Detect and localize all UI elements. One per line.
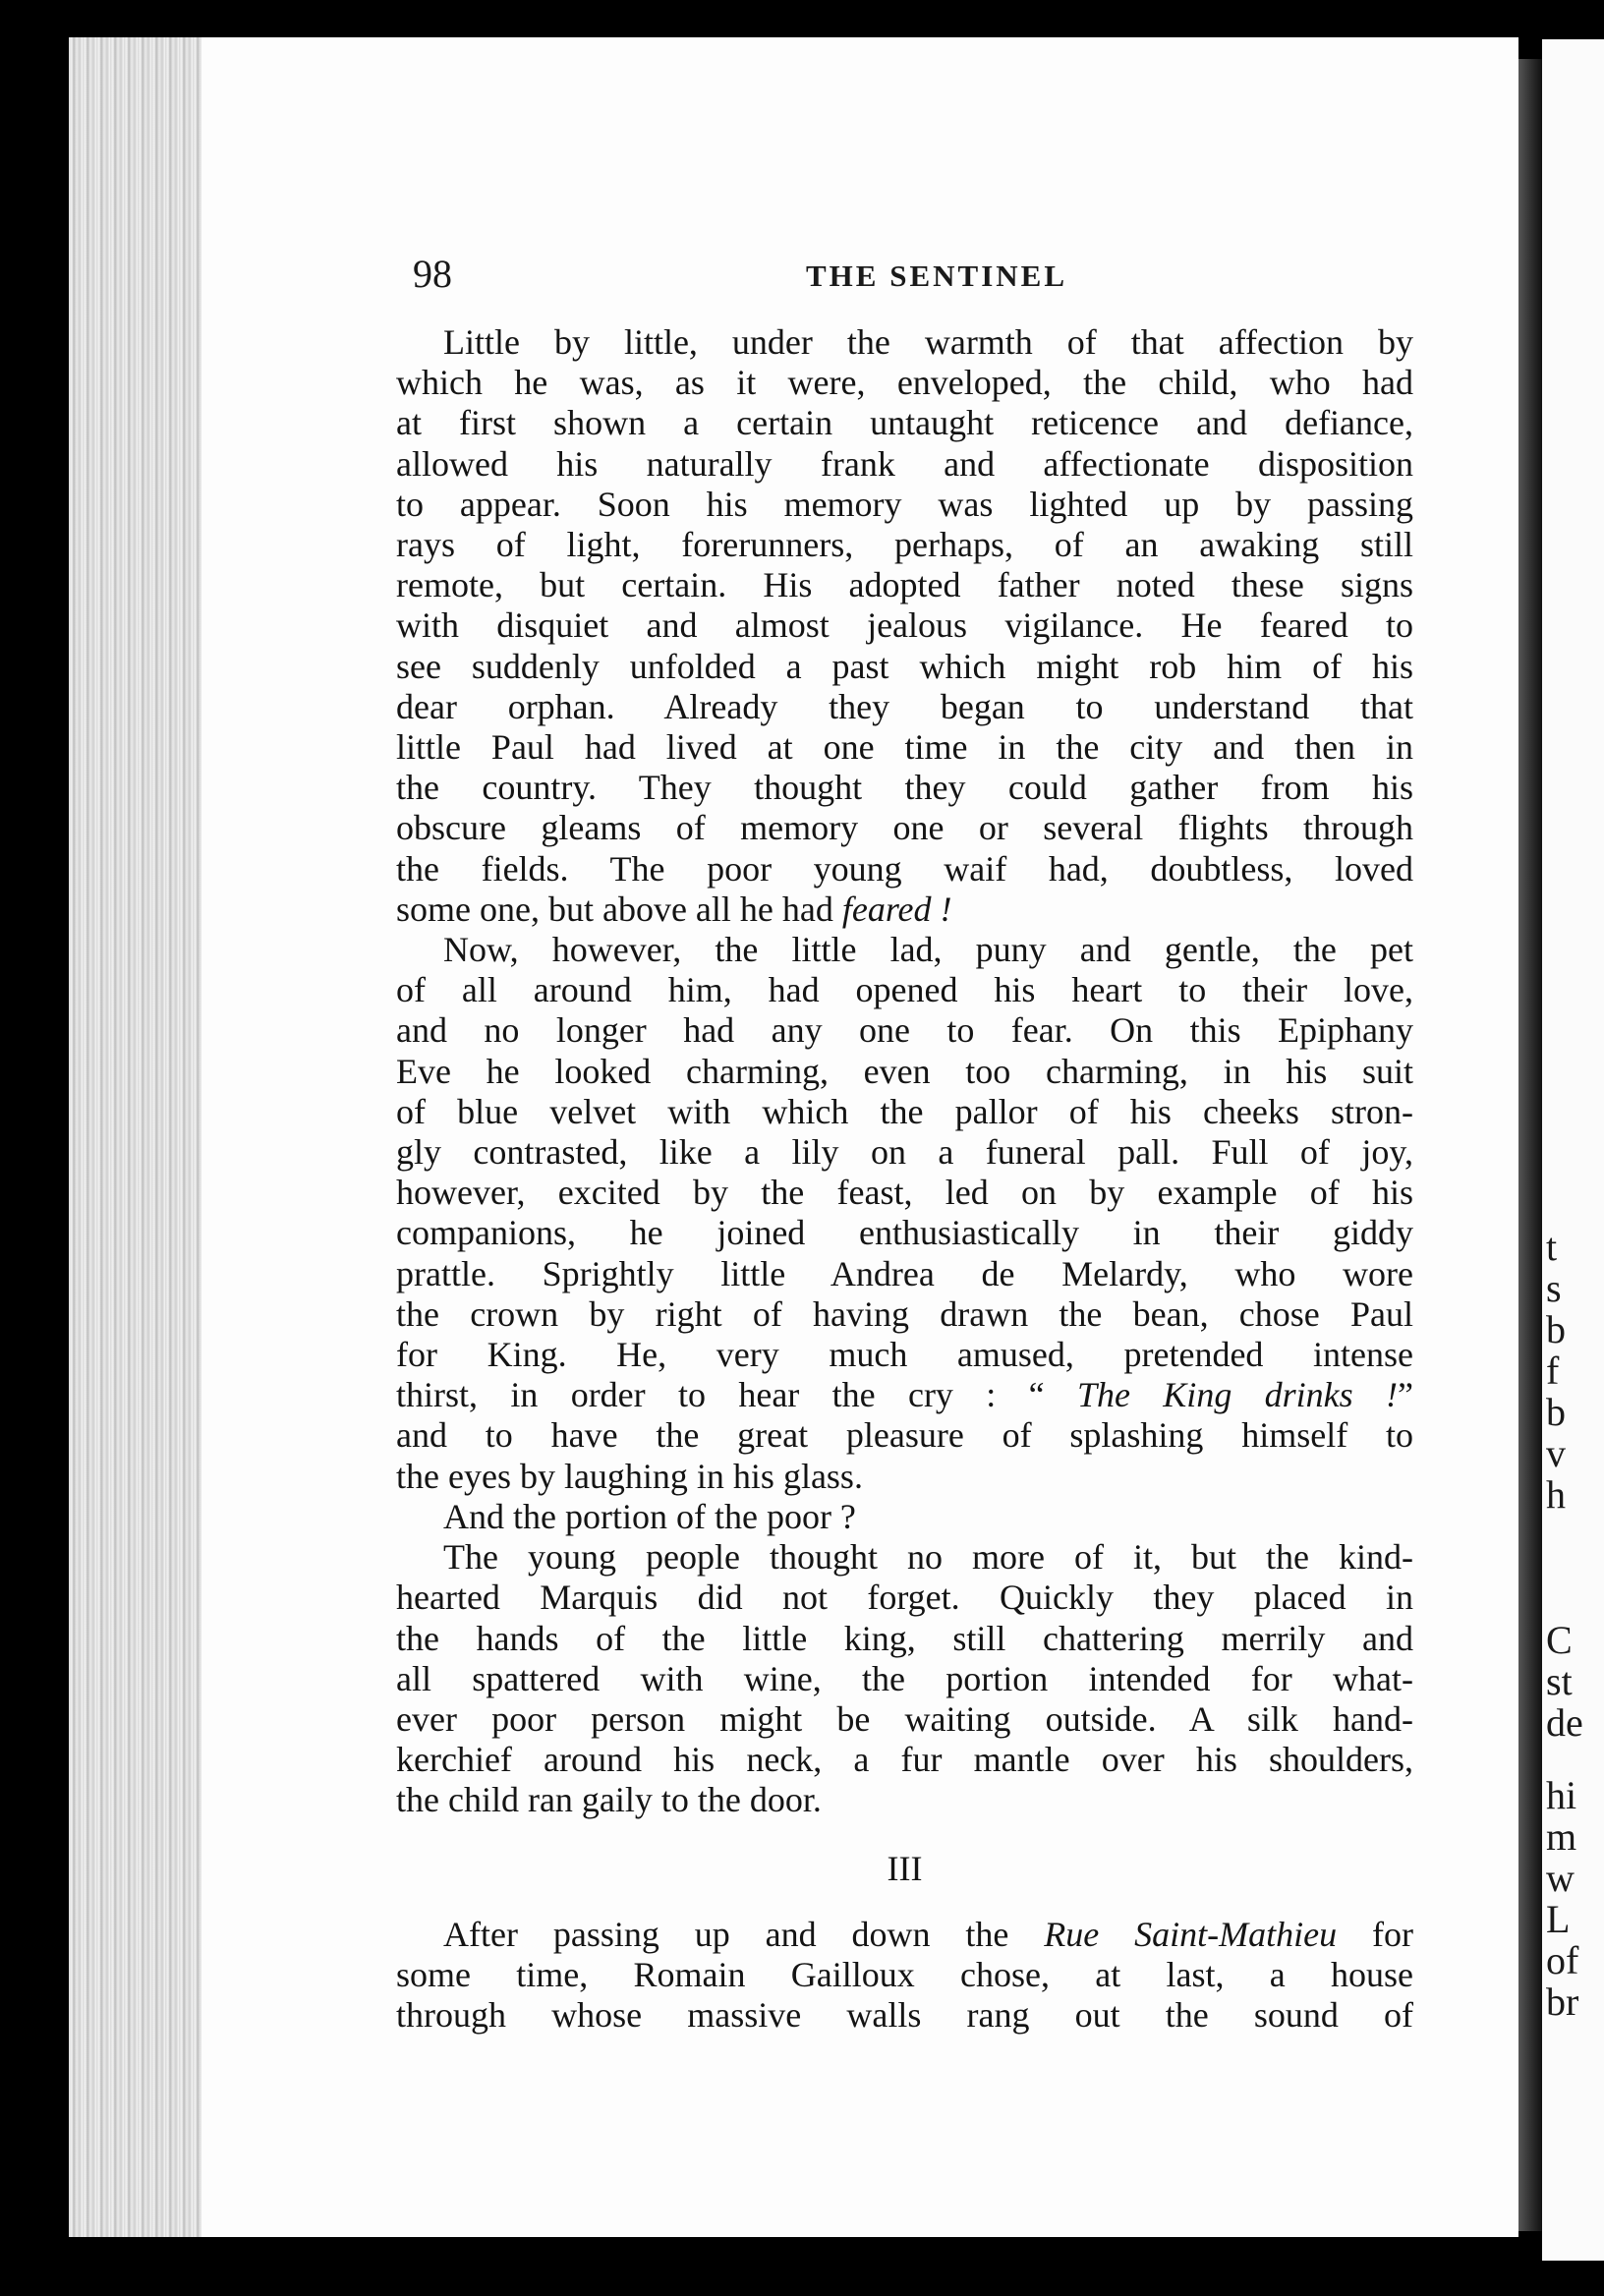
text-line: some time, Romain Gailloux chose, at last, a house <box>396 1954 1413 1994</box>
page-header <box>413 251 1415 310</box>
text-line: at first shown a certain untaught reticence and defiance, <box>396 403 1413 443</box>
facing-page-fragment: of <box>1546 1938 1579 1982</box>
text-line <box>396 1915 1413 1955</box>
text-line: however, excited by the feast, led on by example of his <box>396 1173 1413 1213</box>
book-gutter <box>1518 59 1542 2231</box>
text-line: of all around him, had opened his heart to their love, <box>396 970 1413 1010</box>
text-line: ever poor person might be waiting outside. A silk hand- <box>396 1698 1413 1739</box>
paragraph <box>396 1497 1413 1537</box>
text-line: the crown by right of having drawn the bean, chose Paul <box>396 1293 1413 1334</box>
text-line: prattle. Sprightly little Andrea de Melardy, who wore <box>396 1253 1413 1293</box>
facing-page-edge <box>1542 39 1604 2261</box>
facing-page-fragment: b <box>1546 1390 1566 1434</box>
paragraph <box>396 322 1413 930</box>
text-line: little Paul had lived at one time in the city and then in <box>396 727 1413 768</box>
paragraph <box>396 1537 1413 1820</box>
facing-page-fragment: m <box>1546 1814 1577 1859</box>
section-heading: III <box>887 1848 923 1888</box>
paragraph <box>396 930 1413 1497</box>
text-line: companions, he joined enthusiastically in their giddy <box>396 1213 1413 1253</box>
text-line: obscure gleams of memory one or several flights through <box>396 808 1413 848</box>
facing-page-fragment: de <box>1546 1700 1583 1745</box>
text-line: And the portion of the poor ? <box>443 1496 856 1536</box>
book-page-edges <box>69 37 206 2237</box>
paragraph <box>396 1915 1413 2037</box>
facing-page-fragment: t <box>1546 1225 1558 1269</box>
text-line: and to have the great pleasure of splashing himself to <box>396 1415 1413 1456</box>
text-line: for King. He, very much amused, pretended intense <box>396 1335 1413 1375</box>
text-line <box>396 890 1413 930</box>
text-line: Little by little, under the warmth of that affection by <box>443 322 1413 362</box>
facing-page-fragment: s <box>1546 1266 1562 1310</box>
text-line: kerchief around his neck, a fur mantle over his shoulders, <box>396 1740 1413 1780</box>
text-line: which he was, as it were, enveloped, the child, who had <box>396 363 1413 403</box>
text-line: of blue velvet with which the pallor of his cheeks stron- <box>396 1091 1413 1131</box>
text-line: dear orphan. Already they began to understand that <box>396 686 1413 726</box>
text-run: ” <box>1398 1375 1413 1415</box>
text-line: remote, but certain. His adopted father noted these signs <box>396 565 1413 605</box>
text-line: the country. They thought they could gather from his <box>396 768 1413 808</box>
text-line: the hands of the little king, still chattering merrily and <box>396 1618 1413 1658</box>
page-number: 98 <box>413 252 452 296</box>
text-line: through whose massive walls rang out the sound of <box>396 1995 1413 2036</box>
text-line: Now, however, the little lad, puny and gentle, the pet <box>443 930 1413 970</box>
running-head: THE SENTINEL <box>806 258 1068 293</box>
text-run: thirst, in order to hear the cry : “ <box>396 1375 1077 1415</box>
text-run: for <box>1337 1914 1413 1954</box>
text-line: the child ran gaily to the door. <box>396 1780 822 1820</box>
facing-page-fragment: f <box>1546 1349 1560 1393</box>
facing-page-fragment: hi <box>1546 1773 1577 1817</box>
text-run: some one, but above all he had <box>396 889 842 929</box>
text-line: see suddenly unfolded a past which might rob him of his <box>396 646 1413 686</box>
text-line: to appear. Soon his memory was lighted up by passing <box>396 484 1413 524</box>
facing-page-fragment: L <box>1546 1897 1571 1941</box>
facing-page-fragment: w <box>1546 1856 1575 1900</box>
text-line: The young people thought no more of it, but the kind- <box>443 1537 1413 1578</box>
text-line: the fields. The poor young waif had, doubtless, loved <box>396 848 1413 889</box>
italic-emphasis: Rue Saint-Mathieu <box>1044 1914 1338 1954</box>
italic-emphasis: feared ! <box>841 889 952 929</box>
facing-page-fragment: h <box>1546 1472 1566 1517</box>
facing-page-fragment: v <box>1546 1431 1566 1475</box>
text-line: rays of light, forerunners, perhaps, of an awaking still <box>396 525 1413 565</box>
facing-page-fragment: b <box>1546 1307 1566 1351</box>
text-line: and no longer had any one to fear. On this Epiphany <box>396 1010 1413 1051</box>
text-line: all spattered with wine, the portion intended for what- <box>396 1658 1413 1698</box>
facing-page-fragment: C <box>1546 1618 1573 1662</box>
text-line: with disquiet and almost jealous vigilance. He feared to <box>396 605 1413 646</box>
text-line: gly contrasted, like a lily on a funeral pall. Full of joy, <box>396 1132 1413 1173</box>
body-text <box>396 322 1413 2036</box>
text-line: Eve he looked charming, even too charming, in his suit <box>396 1051 1413 1091</box>
text-line <box>396 1375 1413 1415</box>
text-run: After passing up and down the <box>443 1914 1045 1954</box>
italic-emphasis: The King drinks ! <box>1076 1375 1398 1415</box>
text-line: the eyes by laughing in his glass. <box>396 1456 863 1496</box>
facing-page-fragment: br <box>1546 1980 1579 2024</box>
text-line: hearted Marquis did not forget. Quickly they placed in <box>396 1578 1413 1618</box>
facing-page-fragment: st <box>1546 1659 1573 1703</box>
text-line: allowed his naturally frank and affectionate disposition <box>396 443 1413 484</box>
